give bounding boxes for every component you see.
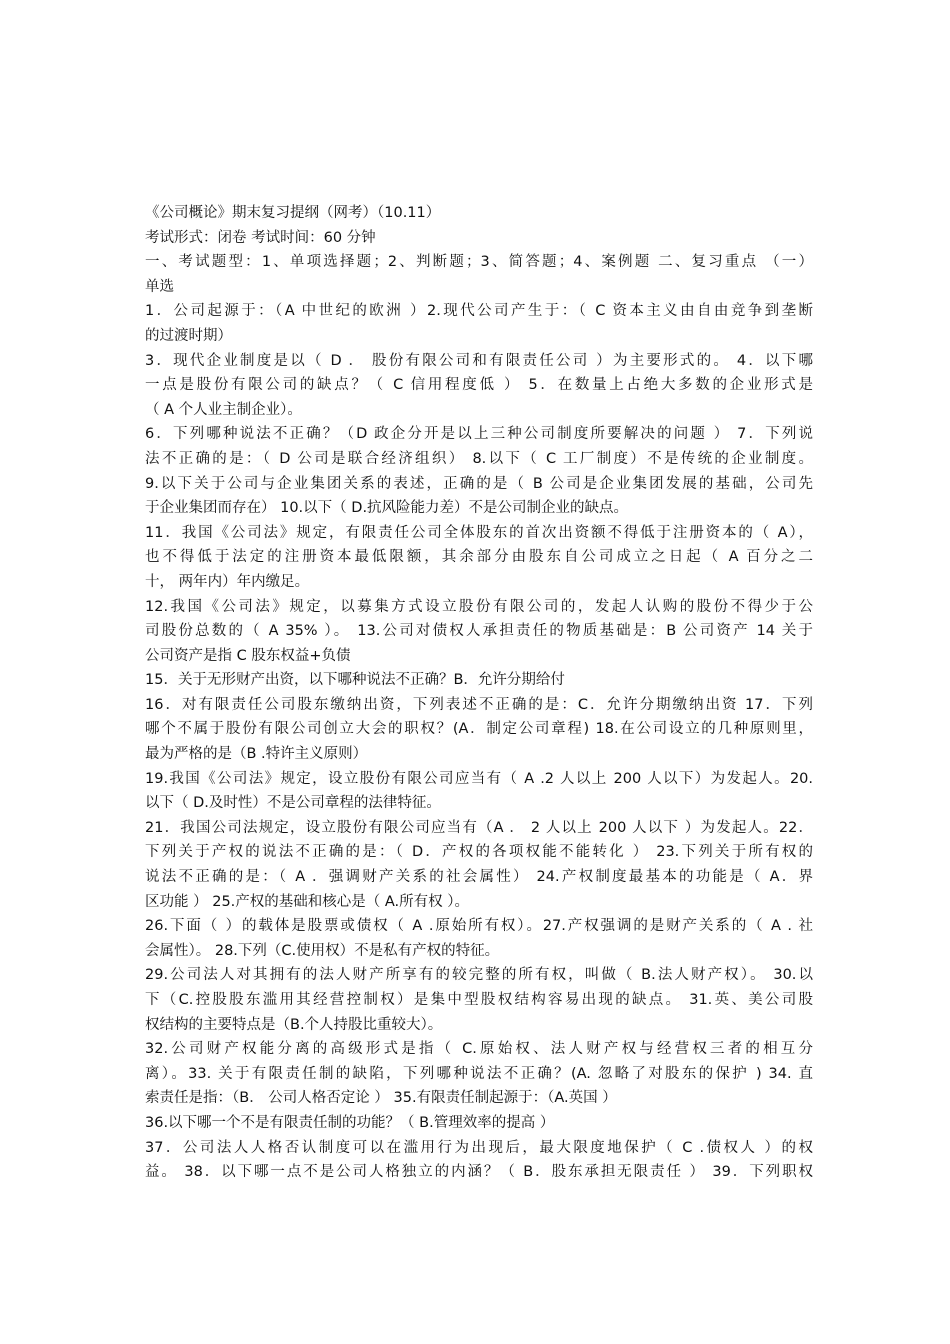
document-body (145, 201, 813, 1185)
text-line: 一、考试题型：1、单项选择题；2、判断题；3、简答题；4、案例题 二、复习重点 （一） (145, 254, 813, 271)
text-line: 也不得低于法定的注册资本最低限额，其余部分由股东自公司成立之日起（ A 百分之二 (145, 549, 813, 566)
text-line: 21．我国公司法规定，设立股份有限公司应当有（A ． 2 人以上 200 人以下 ）为发起人。22． (145, 819, 813, 836)
text-line: 区功能 ） 25.产权的基础和核心是（ A.所有权 ）。 (145, 893, 470, 910)
text-line: 十， 两年内）年内缴足。 (145, 573, 310, 590)
text-line: 29.公司法人对其拥有的法人财产所享有的较完整的所有权，叫做（ B.法人财产权）。 30.以 (145, 967, 813, 984)
text-line: 一点是股份有限公司的缺点？（ C 信用程度低 ） 5．在数量上占绝大多数的企业形式是 (145, 377, 813, 394)
text-line: 26.下面（ ）的载体是股票或债权（ A .原始所有权）。27.产权强调的是财产关系的（ A . 社 (145, 918, 813, 935)
text-line: 说法不正确的是：（ A ．强调财产关系的社会属性） 24.产权制度最基本的功能是（ A．界 (145, 869, 813, 886)
text-line: 以下（ D.及时性）不是公司章程的法律特征。 (145, 795, 441, 812)
text-line: 1．公司起源于：（A 中世纪的欧洲 ）2.现代公司产生于：（ C 资本主义由自由竞争到垄断 (145, 303, 813, 320)
text-line: 司股份总数的（ A 35% ）。 13.公司对债权人承担责任的物质基础是：B 公司资产 14 关于 (145, 623, 813, 640)
text-line: 最为严格的是（B .特许主义原则） (145, 746, 368, 763)
text-line: 法不正确的是：（ D 公司是联合经济组织） 8.以下（ C 工厂制度）不是传统的企业制度。 (145, 450, 813, 467)
text-line: 公司资产是指 C 股东权益+负债 (145, 647, 351, 664)
text-line: 15．关于无形财产出资，以下哪种说法不正确？B．允许分期给付 (145, 672, 565, 689)
text-line: 哪个不属于股份有限公司创立大会的职权？(A．制定公司章程) 18.在公司设立的几种原则里， (145, 721, 813, 738)
text-line: 于企业集团而存在） 10.以下（ D.抗风险能力差）不是公司制企业的缺点。 (145, 500, 629, 517)
text-line: 12.我国《公司法》规定，以募集方式设立股份有限公司的，发起人认购的股份不得少于公 (145, 598, 813, 615)
text-line: 的过渡时期） (145, 327, 232, 344)
text-line: （ A 个人业主制企业）。 (145, 401, 302, 418)
text-line: 32.公司财产权能分离的高级形式是指（ C.原始权、法人财产权与经营权三者的相互分 (145, 1041, 813, 1058)
text-line: 索责任是指：（B． 公司人格否定论 ） 35.有限责任制起源于：（A.英国 ） (145, 1090, 617, 1107)
text-line: 单选 (145, 278, 174, 295)
exam-info-line: 考试形式：闭卷 考试时间：60 分钟 (145, 229, 376, 246)
text-line: 11．我国《公司法》规定，有限责任公司全体股东的首次出资额不得低于注册资本的（ A）， (145, 524, 813, 541)
text-line: 下（C.控股股东滥用其经营控制权）是集中型股权结构容易出现的缺点。 31.英、美公司股 (145, 992, 813, 1008)
text-line: 37．公司法人人格否认制度可以在滥用行为出现后，最大限度地保护（ C .债权人 ）的权 (145, 1139, 813, 1156)
text-line: 9.以下关于公司与企业集团关系的表述，正确的是（ B 公司是企业集团发展的基础，公司先 (145, 475, 813, 492)
text-line: 16．对有限责任公司股东缴纳出资，下列表述不正确的是：C．允许分期缴纳出资 17．下列 (145, 696, 813, 713)
document-title: 《公司概论》期末复习提纲（网考）（10.11） (145, 205, 441, 221)
text-line: 19.我国《公司法》规定，设立股份有限公司应当有（ A .2 人以上 200 人以下）为发起人。20. (145, 770, 813, 787)
text-line: 权结构的主要特点是（B.个人持股比重较大）。 (145, 1016, 443, 1033)
text-line: 离）。33. 关于有限责任制的缺陷，下列哪种说法不正确？(A. 忽略了对股东的保护 ) 34. 直 (145, 1065, 813, 1082)
text-line: 36.以下哪一个不是有限责任制的功能？（ B.管理效率的提高 ） (145, 1114, 555, 1131)
text-line: 下列关于产权的说法不正确的是：（ D．产权的各项权能不能转化 ） 23.下列关于所有权的 (145, 844, 813, 861)
text-line: 益。 38．以下哪一点不是公司人格独立的内涵？（ B．股东承担无限责任 ） 39．下列职权 (145, 1164, 813, 1181)
text-line: 3．现代企业制度是以（ D ． 股份有限公司和有限责任公司 ）为主要形式的。 4．以下哪 (145, 352, 813, 369)
text-line: 6．下列哪种说法不正确？（D 政企分开是以上三种公司制度所要解决的问题 ） 7．下列说 (145, 426, 813, 443)
text-line: 会属性）。 28.下列（C.使用权）不是私有产权的特征。 (145, 942, 500, 959)
